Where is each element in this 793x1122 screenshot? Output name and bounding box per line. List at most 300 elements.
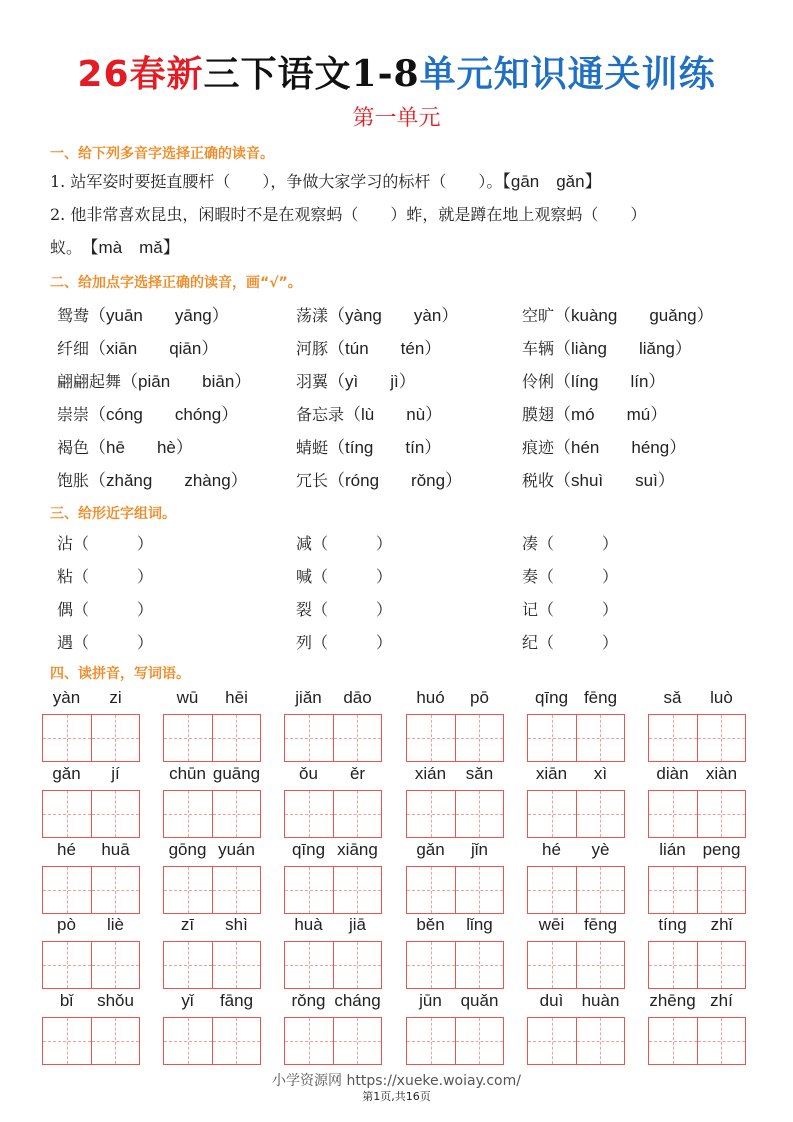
pinyin-pair <box>284 991 382 1013</box>
writing-box[interactable] <box>649 715 697 761</box>
pinyin-syllable: jiǎn <box>295 688 322 707</box>
pinyin-option-a[interactable]: mó <box>571 405 595 424</box>
pinyin-syllable: dāo <box>343 688 372 707</box>
tianzige-boxes <box>42 790 140 838</box>
pinyin-syllable: gǎn <box>52 764 81 783</box>
pinyin-write-cell <box>284 991 382 1063</box>
option-paren-open: （ <box>554 372 572 391</box>
option-paren-close: ） <box>650 405 668 424</box>
page-number: 第1页,共16页 <box>362 1090 431 1103</box>
writing-box[interactable] <box>407 791 455 837</box>
word: 褐色 <box>57 438 90 457</box>
pronunciation-item <box>57 370 251 394</box>
word-group-item[interactable]: 列（ ） <box>296 633 393 652</box>
writing-box[interactable] <box>455 715 504 761</box>
pinyin-syllable: zhí <box>710 991 733 1010</box>
option-paren-open: （ <box>328 438 346 457</box>
pinyin-option-a[interactable]: cóng <box>106 405 143 424</box>
tianzige-boxes <box>648 790 746 838</box>
option-paren-open: （ <box>344 405 362 424</box>
tianzige-boxes <box>163 790 261 838</box>
pinyin-pair <box>648 840 746 862</box>
pinyin-syllable: ěr <box>349 764 366 783</box>
pinyin-option-b[interactable]: rǒng <box>411 471 446 490</box>
writing-box[interactable] <box>528 867 576 913</box>
writing-box[interactable] <box>576 1018 625 1064</box>
pinyin-syllable: jǐn <box>470 840 488 859</box>
pinyin-write-cell <box>648 764 746 836</box>
writing-box[interactable] <box>697 715 746 761</box>
word-group-item[interactable]: 记（ ） <box>522 600 619 619</box>
tianzige-boxes <box>406 790 504 838</box>
option-paren-close: ） <box>674 339 692 358</box>
word: 崇崇 <box>57 405 90 424</box>
pinyin-option-a[interactable]: yì <box>345 372 359 391</box>
title-red: 26春新 <box>77 54 204 95</box>
word-group-item[interactable]: 纪（ ） <box>522 633 619 652</box>
pinyin-syllable: fēng <box>583 688 618 707</box>
pinyin-write-cell <box>42 991 140 1063</box>
tianzige-boxes <box>163 1017 261 1065</box>
pinyin-option-b[interactable]: lín <box>630 372 649 391</box>
pinyin-syllable: zhēng <box>649 991 696 1010</box>
pinyin-syllable: hé <box>57 840 76 859</box>
pinyin-write-cell <box>527 915 625 987</box>
tianzige-boxes <box>648 714 746 762</box>
pinyin-pair <box>648 915 746 937</box>
option-paren-open: （ <box>89 405 107 424</box>
pinyin-pair <box>527 991 625 1013</box>
pinyin-write-cell <box>284 688 382 760</box>
pinyin-write-cell <box>163 915 261 987</box>
option-paren-open: （ <box>554 438 572 457</box>
pinyin-write-cell <box>406 688 504 760</box>
writing-box[interactable] <box>164 867 212 913</box>
tianzige-boxes <box>406 1017 504 1065</box>
pronunciation-item <box>57 469 248 493</box>
pinyin-option-a[interactable]: lù <box>361 405 375 424</box>
word: 膜翅 <box>522 405 555 424</box>
writing-box[interactable] <box>164 942 212 988</box>
pinyin-write-cell <box>648 840 746 912</box>
option-paren-open: （ <box>554 339 572 358</box>
pinyin-write-cell <box>648 991 746 1063</box>
pinyin-syllable: huā <box>101 840 130 859</box>
pinyin-option-a[interactable]: shuì <box>571 471 604 490</box>
pinyin-write-cell <box>527 991 625 1063</box>
pinyin-write-cell <box>406 764 504 836</box>
pinyin-option-b[interactable]: qiān <box>169 339 202 358</box>
unit-title: 第一单元 <box>352 106 441 131</box>
pronunciation-item <box>57 403 238 427</box>
word-group-item[interactable]: 凑（ ） <box>522 534 619 553</box>
tianzige-boxes <box>42 866 140 914</box>
pinyin-syllable: fēng <box>583 915 618 934</box>
word-group-item[interactable]: 减（ ） <box>296 534 393 553</box>
pinyin-syllable: huàn <box>581 991 620 1010</box>
pinyin-syllable: jiā <box>348 915 366 934</box>
pinyin-option-b[interactable]: tén <box>400 339 425 358</box>
pinyin-syllable: jí <box>111 764 120 783</box>
pronunciation-item <box>296 469 462 493</box>
pinyin-syllable: lián <box>659 840 686 859</box>
pinyin-option-b[interactable]: mú <box>626 405 651 424</box>
tianzige-boxes <box>284 866 382 914</box>
pinyin-syllable: qīng <box>534 688 569 707</box>
pronunciation-item <box>57 337 218 361</box>
pinyin-write-cell <box>163 764 261 836</box>
writing-box[interactable] <box>455 791 504 837</box>
tianzige-boxes <box>527 1017 625 1065</box>
pinyin-syllable: pō <box>470 688 489 707</box>
tianzige-boxes <box>406 714 504 762</box>
option-paren-close: ） <box>398 372 416 391</box>
pinyin-option-a[interactable]: liàng <box>571 339 607 358</box>
writing-box[interactable] <box>455 942 504 988</box>
option-paren-close: ） <box>657 471 675 490</box>
pinyin-syllable: diàn <box>656 764 689 783</box>
option-paren-close: ） <box>696 306 714 325</box>
pinyin-syllable: gǎn <box>416 840 445 859</box>
pinyin-syllable: luò <box>710 688 733 707</box>
pinyin-write-cell <box>648 688 746 760</box>
pinyin-syllable: gōng <box>168 840 207 859</box>
pinyin-option-b[interactable]: nù <box>406 405 426 424</box>
writing-box[interactable] <box>212 1018 261 1064</box>
writing-box[interactable] <box>407 715 455 761</box>
tianzige-boxes <box>284 1017 382 1065</box>
writing-box[interactable] <box>43 867 91 913</box>
writing-box[interactable] <box>285 791 333 837</box>
writing-box[interactable] <box>212 715 261 761</box>
tianzige-boxes <box>163 866 261 914</box>
pinyin-syllable: sǎn <box>465 764 494 783</box>
pinyin-write-cell <box>42 915 140 987</box>
writing-box[interactable] <box>576 867 625 913</box>
title-black: 三下语文1-8 <box>203 53 420 95</box>
pinyin-syllable: wēi <box>538 915 565 934</box>
pinyin-pair <box>284 764 382 786</box>
pinyin-pair <box>648 991 746 1013</box>
pinyin-option-b[interactable]: yāng <box>174 306 212 325</box>
pinyin-syllable: yuán <box>218 840 255 859</box>
pinyin-syllable: zī <box>180 915 195 934</box>
tianzige-boxes <box>42 714 140 762</box>
pinyin-pair <box>527 840 625 862</box>
writing-box[interactable] <box>91 942 140 988</box>
pinyin-option-a[interactable]: kuàng <box>571 306 618 325</box>
writing-box[interactable] <box>407 1018 455 1064</box>
tianzige-boxes <box>648 866 746 914</box>
word-group-item[interactable]: 裂（ ） <box>296 600 393 619</box>
option-paren-close: ） <box>648 372 666 391</box>
pinyin-option-a[interactable]: hē <box>106 438 125 457</box>
tianzige-boxes <box>42 941 140 989</box>
pinyin-write-cell <box>284 764 382 836</box>
pinyin-option-b[interactable]: hè <box>156 438 176 457</box>
pinyin-option-a[interactable]: róng <box>345 471 380 490</box>
title-blue: 单元知识通关训练 <box>419 54 716 95</box>
pinyin-pair <box>42 991 140 1013</box>
word: 冗长 <box>296 471 329 490</box>
pinyin-syllable: pò <box>57 915 76 934</box>
pronunciation-item <box>522 370 665 394</box>
pinyin-write-cell <box>163 991 261 1063</box>
pinyin-option-b[interactable]: yàn <box>413 306 442 325</box>
writing-box[interactable] <box>212 791 261 837</box>
tianzige-boxes <box>406 866 504 914</box>
option-paren-open: （ <box>89 306 107 325</box>
writing-box[interactable] <box>285 1018 333 1064</box>
tianzige-boxes <box>42 1017 140 1065</box>
pinyin-syllable: quǎn <box>460 991 499 1010</box>
word-group-item[interactable]: 偶（ ） <box>57 600 154 619</box>
writing-box[interactable] <box>285 715 333 761</box>
writing-box[interactable] <box>212 942 261 988</box>
pinyin-pair <box>284 915 382 937</box>
pinyin-syllable: lǐng <box>466 915 493 934</box>
writing-box[interactable] <box>697 867 746 913</box>
pinyin-write-cell <box>406 991 504 1063</box>
pinyin-pair <box>163 840 261 862</box>
pinyin-option-a[interactable]: hén <box>571 438 600 457</box>
pronunciation-item <box>296 403 442 427</box>
writing-box[interactable] <box>528 1018 576 1064</box>
pinyin-write-cell <box>163 688 261 760</box>
writing-box[interactable] <box>576 942 625 988</box>
pinyin-pair <box>648 688 746 710</box>
pinyin-syllable: ǒu <box>299 764 318 783</box>
writing-box[interactable] <box>333 942 382 988</box>
option-paren-close: ） <box>234 372 252 391</box>
word: 饱胀 <box>57 471 90 490</box>
writing-box[interactable] <box>649 791 697 837</box>
word: 伶俐 <box>522 372 555 391</box>
writing-box[interactable] <box>528 942 576 988</box>
writing-box[interactable] <box>91 791 140 837</box>
writing-box[interactable] <box>576 791 625 837</box>
tianzige-boxes <box>284 941 382 989</box>
pinyin-syllable: chūn <box>169 764 206 783</box>
writing-box[interactable] <box>649 867 697 913</box>
pinyin-option-a[interactable]: xiān <box>106 339 138 358</box>
pronunciation-item <box>57 304 229 328</box>
pinyin-pair <box>163 764 261 786</box>
pinyin-pair <box>406 840 504 862</box>
word: 痕迹 <box>522 438 555 457</box>
writing-box[interactable] <box>697 791 746 837</box>
writing-box[interactable] <box>576 715 625 761</box>
pinyin-write-cell <box>284 840 382 912</box>
question-2-text-end: 蚁。 <box>50 238 75 257</box>
pinyin-pair <box>406 991 504 1013</box>
pinyin-write-cell <box>42 764 140 836</box>
writing-box[interactable] <box>333 791 382 837</box>
writing-box[interactable] <box>697 942 746 988</box>
pinyin-syllable: peng <box>702 840 741 859</box>
pinyin-syllable: tíng <box>658 915 687 934</box>
pinyin-syllable: qīng <box>291 840 326 859</box>
option-paren-open: （ <box>554 471 572 490</box>
writing-box[interactable] <box>43 791 91 837</box>
question-1-text: 1. 站军姿时要挺直腰杆（ ），争做大家学习的标杆（ ）。 <box>50 172 503 191</box>
pinyin-pair <box>42 915 140 937</box>
option-paren-close: ） <box>211 306 229 325</box>
word: 鸳鸯 <box>57 306 90 325</box>
writing-box[interactable] <box>164 791 212 837</box>
pinyin-pair <box>42 688 140 710</box>
writing-box[interactable] <box>333 1018 382 1064</box>
writing-box[interactable] <box>528 791 576 837</box>
pronunciation-item <box>522 304 714 328</box>
pinyin-syllable: rǒng <box>291 991 326 1010</box>
pinyin-syllable: jūn <box>419 991 442 1010</box>
pinyin-syllable: cháng <box>334 991 381 1010</box>
writing-box[interactable] <box>164 1018 212 1064</box>
writing-box[interactable] <box>91 867 140 913</box>
option-paren-close: ） <box>424 339 442 358</box>
word: 翩翩起舞 <box>57 372 122 391</box>
pinyin-pair <box>284 688 382 710</box>
word-group-item[interactable]: 喊（ ） <box>296 567 393 586</box>
pinyin-option-b[interactable]: guǎng <box>649 306 697 325</box>
pinyin-syllable: shì <box>225 915 248 934</box>
tianzige-boxes <box>527 714 625 762</box>
tianzige-boxes <box>527 790 625 838</box>
pinyin-syllable: guāng <box>212 764 261 783</box>
writing-box[interactable] <box>285 942 333 988</box>
pinyin-syllable: xiàn <box>705 764 738 783</box>
word: 纤细 <box>57 339 90 358</box>
pinyin-option-b[interactable]: héng <box>631 438 670 457</box>
pinyin-syllable: bǐ <box>59 991 74 1010</box>
option-paren-open: （ <box>328 306 346 325</box>
pinyin-option-a[interactable]: tíng <box>345 438 374 457</box>
writing-box[interactable] <box>91 1018 140 1064</box>
pronunciation-item <box>522 436 686 460</box>
writing-box[interactable] <box>697 1018 746 1064</box>
question-1-options: 【gān gǎn】 <box>502 172 602 191</box>
option-paren-close: ） <box>425 405 443 424</box>
pinyin-option-a[interactable]: líng <box>571 372 599 391</box>
pinyin-option-b[interactable]: chóng <box>174 405 222 424</box>
option-paren-close: ） <box>221 405 239 424</box>
pinyin-pair <box>527 688 625 710</box>
word-group-item[interactable]: 遇（ ） <box>57 633 154 652</box>
pinyin-option-a[interactable]: zhǎng <box>106 471 153 490</box>
pinyin-option-b[interactable]: suì <box>635 471 658 490</box>
option-paren-close: ） <box>669 438 687 457</box>
pinyin-write-cell <box>648 915 746 987</box>
pinyin-option-a[interactable]: piān <box>138 372 171 391</box>
writing-box[interactable] <box>43 942 91 988</box>
word: 羽翼 <box>296 372 329 391</box>
writing-box[interactable] <box>649 1018 697 1064</box>
pinyin-option-b[interactable]: tín <box>405 438 425 457</box>
pinyin-option-a[interactable]: tún <box>345 339 369 358</box>
writing-box[interactable] <box>407 942 455 988</box>
pinyin-syllable: xiāng <box>337 840 378 859</box>
pinyin-syllable: hé <box>542 840 561 859</box>
pinyin-pair <box>527 915 625 937</box>
word: 备忘录 <box>296 405 345 424</box>
option-paren-close: ） <box>175 438 193 457</box>
pinyin-write-cell <box>42 840 140 912</box>
word-group-item[interactable]: 沾（ ） <box>57 534 154 553</box>
option-paren-open: （ <box>328 372 346 391</box>
word-group-item[interactable]: 粘（ ） <box>57 567 154 586</box>
writing-box[interactable] <box>528 715 576 761</box>
question-2-options: 【mà mǎ】 <box>90 238 180 257</box>
writing-box[interactable] <box>43 715 91 761</box>
writing-box[interactable] <box>333 715 382 761</box>
pinyin-syllable: wū <box>176 688 199 707</box>
pinyin-syllable: liè <box>106 915 124 934</box>
writing-box[interactable] <box>455 867 504 913</box>
option-paren-close: ） <box>445 471 463 490</box>
pinyin-pair <box>406 688 504 710</box>
word: 荡漾 <box>296 306 329 325</box>
pinyin-syllable: zi <box>109 688 122 707</box>
pinyin-syllable: yè <box>591 840 610 859</box>
pronunciation-item <box>522 469 675 493</box>
pinyin-option-a[interactable]: yuān <box>106 306 143 325</box>
pinyin-pair <box>163 991 261 1013</box>
pinyin-syllable: duì <box>539 991 564 1010</box>
writing-box[interactable] <box>649 942 697 988</box>
tianzige-boxes <box>527 941 625 989</box>
writing-box[interactable] <box>212 867 261 913</box>
writing-box[interactable] <box>407 867 455 913</box>
pinyin-pair <box>42 840 140 862</box>
writing-box[interactable] <box>43 1018 91 1064</box>
pinyin-pair <box>284 840 382 862</box>
pinyin-pair <box>163 688 261 710</box>
option-paren-close: ） <box>441 306 459 325</box>
option-paren-open: （ <box>89 339 107 358</box>
question-2-line-1: 2. 他非常喜欢昆虫，闲暇时不是在观察蚂（ ）蚱，就是蹲在地上观察蚂（ ） <box>50 205 647 224</box>
word: 空旷 <box>522 306 555 325</box>
pinyin-syllable: xián <box>414 764 447 783</box>
section-heading-2: 二、给加点字选择正确的读音，画“√”。 <box>50 275 302 291</box>
pinyin-option-b[interactable]: biān <box>202 372 235 391</box>
tianzige-boxes <box>648 1017 746 1065</box>
writing-box[interactable] <box>455 1018 504 1064</box>
pinyin-syllable: fāng <box>219 991 254 1010</box>
writing-box[interactable] <box>91 715 140 761</box>
writing-box[interactable] <box>333 867 382 913</box>
pinyin-option-b[interactable]: jì <box>390 372 399 391</box>
tianzige-boxes <box>284 714 382 762</box>
pinyin-syllable: běn <box>416 915 445 934</box>
pinyin-option-b[interactable]: liǎng <box>638 339 675 358</box>
tianzige-boxes <box>284 790 382 838</box>
section-heading-4: 四、读拼音，写词语。 <box>50 666 190 682</box>
writing-box[interactable] <box>285 867 333 913</box>
pronunciation-item <box>296 436 441 460</box>
pinyin-syllable: hēi <box>225 688 248 707</box>
word-group-item[interactable]: 奏（ ） <box>522 567 619 586</box>
pinyin-option-b[interactable]: zhàng <box>184 471 231 490</box>
pinyin-syllable: sǎ <box>663 688 682 707</box>
pinyin-option-a[interactable]: yàng <box>345 306 382 325</box>
pronunciation-item <box>522 337 692 361</box>
writing-box[interactable] <box>164 715 212 761</box>
option-paren-open: （ <box>554 306 572 325</box>
tianzige-boxes <box>163 714 261 762</box>
pinyin-pair <box>163 915 261 937</box>
question-2-line-2 <box>50 237 180 259</box>
